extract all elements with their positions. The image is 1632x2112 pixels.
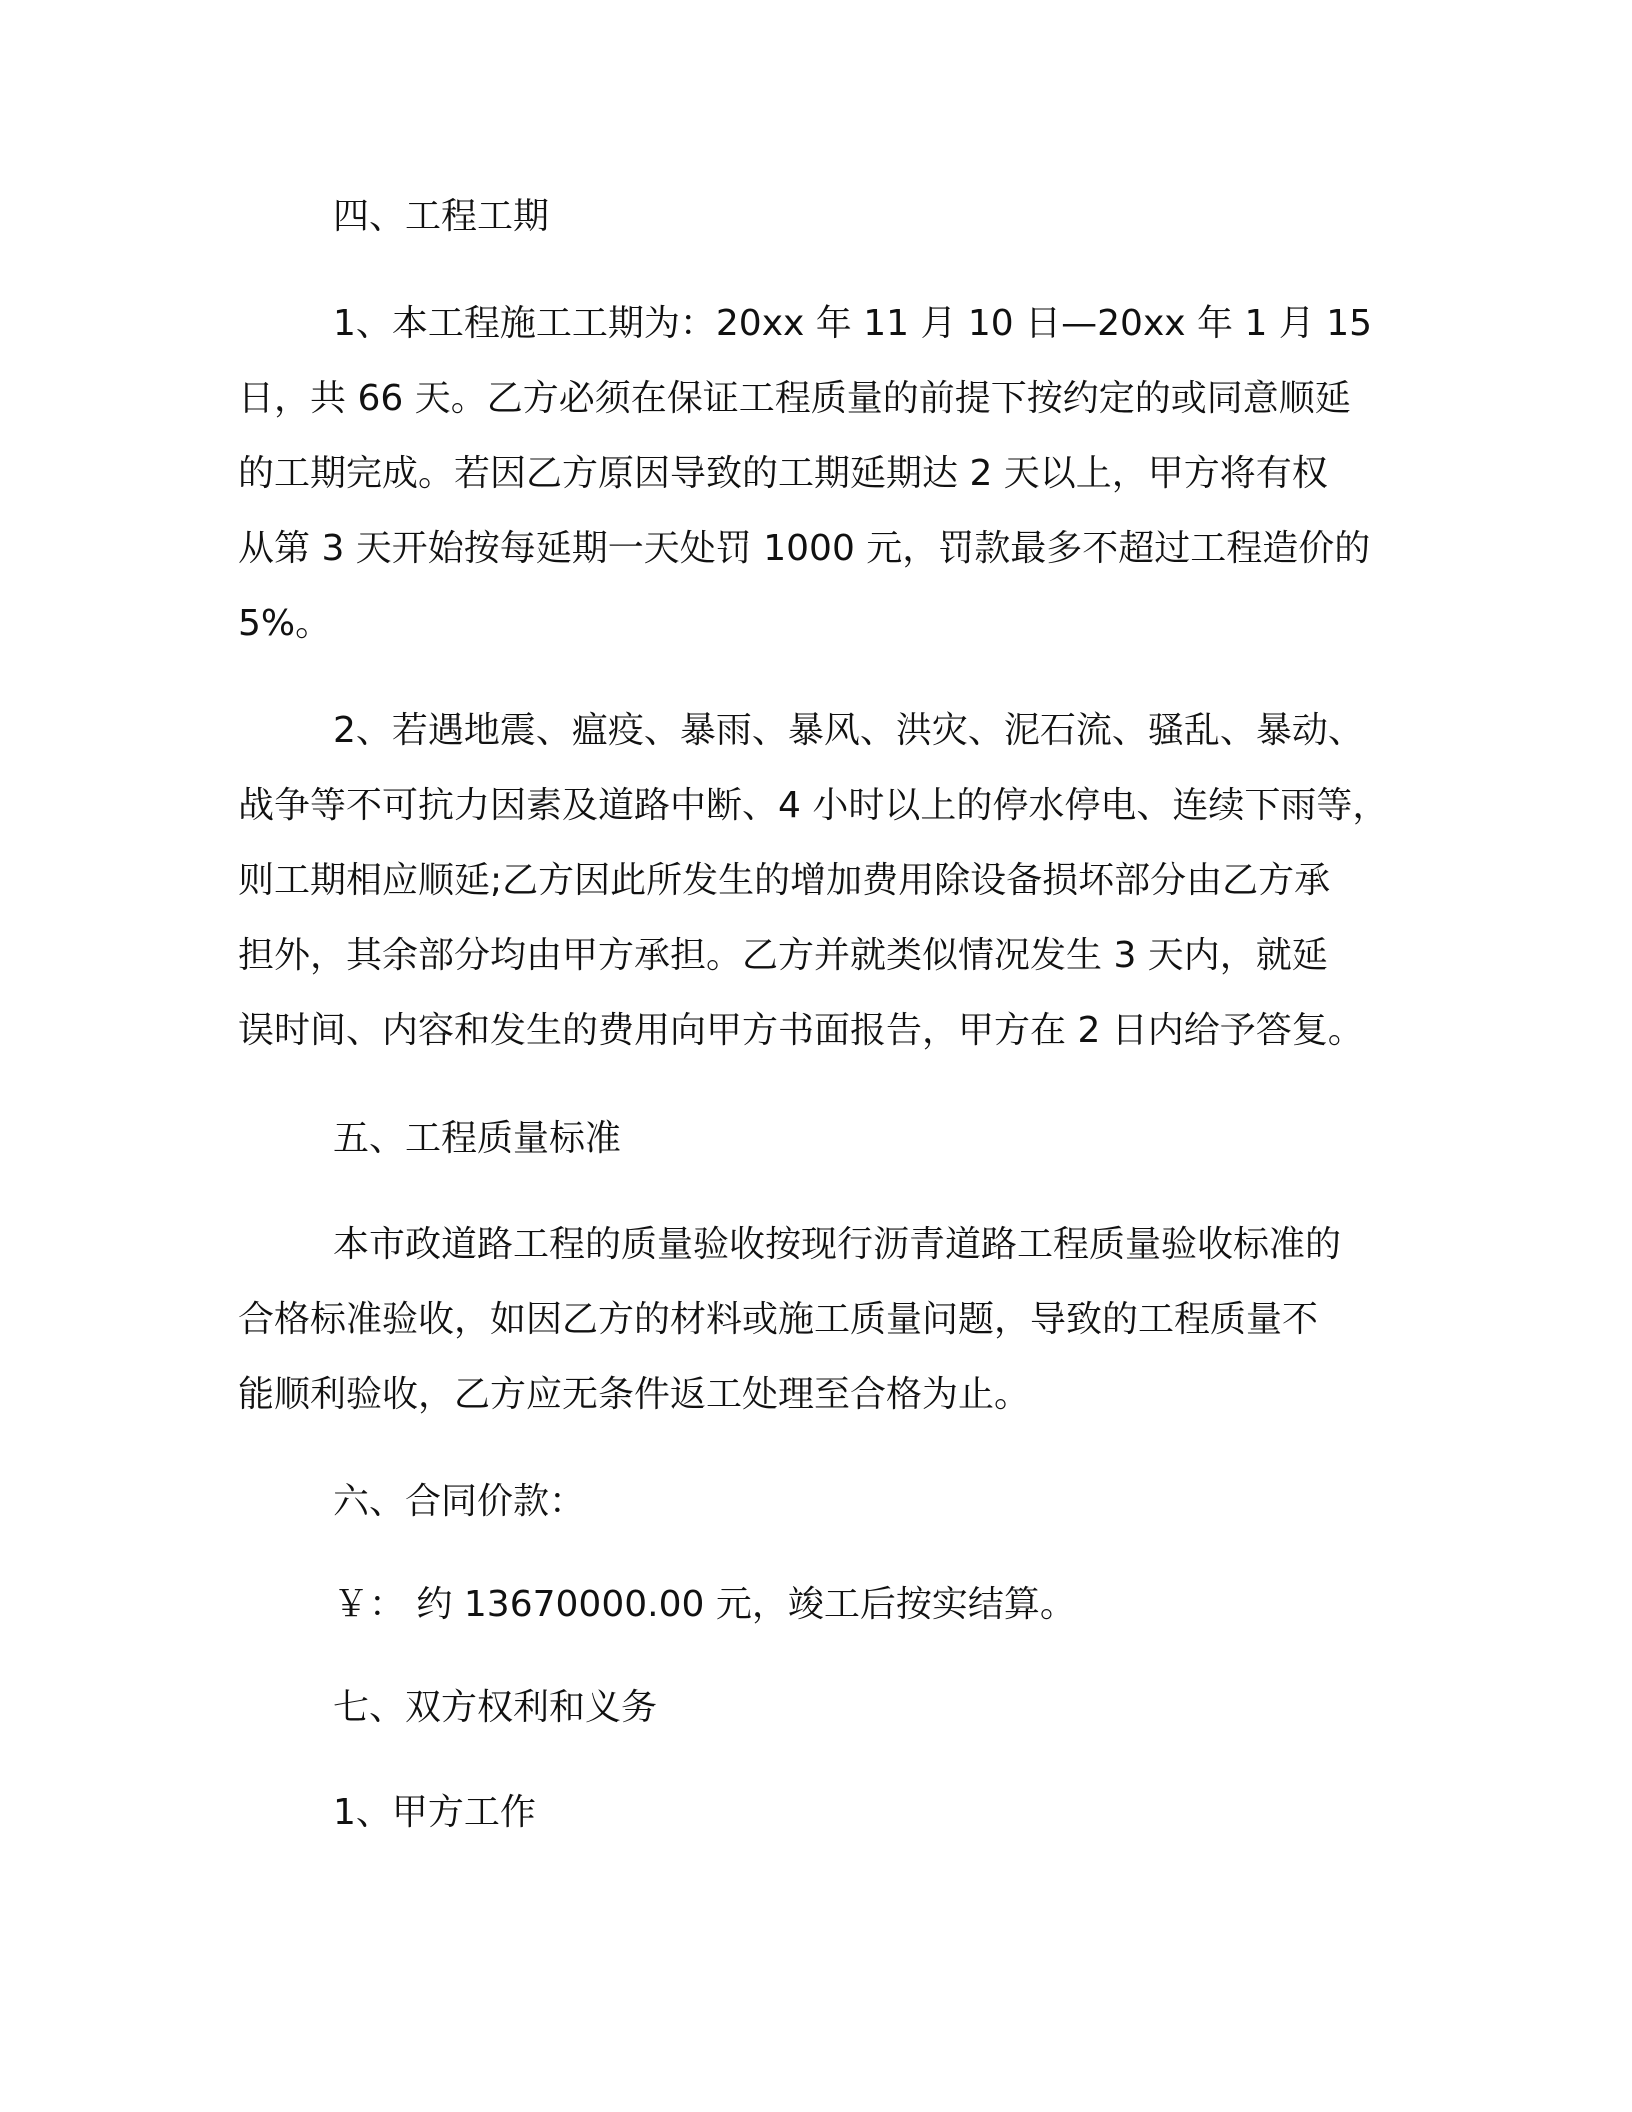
subsection-party-a-work: 1、甲方工作: [333, 1792, 536, 1833]
paragraph-line: 则工期相应顺延;乙方因此所发生的增加费用除设备损坏部分由乙方承: [238, 860, 1331, 901]
contract-amount: ￥： 约 13670000.00 元，竣工后按实结算。: [333, 1584, 1076, 1625]
section-heading-schedule: 四、工程工期: [333, 196, 550, 237]
paragraph-line: 误时间、内容和发生的费用向甲方书面报告，甲方在 2 日内给予答复。: [238, 1010, 1364, 1051]
paragraph-line: 2、若遇地震、瘟疫、暴雨、暴风、洪灾、泥石流、骚乱、暴动、: [333, 710, 1364, 751]
paragraph-line: 合格标准验收，如因乙方的材料或施工质量问题，导致的工程质量不: [238, 1299, 1319, 1340]
paragraph-line: 5%。: [238, 603, 332, 644]
paragraph-line: 能顺利验收，乙方应无条件返工处理至合格为止。: [238, 1374, 1031, 1415]
paragraph-line: 1、本工程施工工期为：20xx 年 11 月 10 日—20xx 年 1 月 15: [333, 303, 1373, 344]
paragraph-line: 担外，其余部分均由甲方承担。乙方并就类似情况发生 3 天内，就延: [238, 935, 1328, 976]
section-heading-price: 六、合同价款：: [333, 1481, 586, 1522]
paragraph-line: 日，共 66 天。乙方必须在保证工程质量的前提下按约定的或同意顺延: [238, 378, 1351, 419]
section-heading-quality: 五、工程质量标准: [333, 1118, 622, 1159]
paragraph-line: 从第 3 天开始按每延期一天处罚 1000 元，罚款最多不超过工程造价的: [238, 528, 1371, 569]
paragraph-line: 本市政道路工程的质量验收按现行沥青道路工程质量验收标准的: [333, 1224, 1342, 1265]
paragraph-line: 的工期完成。若因乙方原因导致的工期延期达 2 天以上，甲方将有权: [238, 453, 1328, 494]
paragraph-line: 战争等不可抗力因素及道路中断、4 小时以上的停水停电、连续下雨等，: [238, 785, 1389, 826]
section-heading-rights: 七、双方权利和义务: [333, 1687, 658, 1728]
